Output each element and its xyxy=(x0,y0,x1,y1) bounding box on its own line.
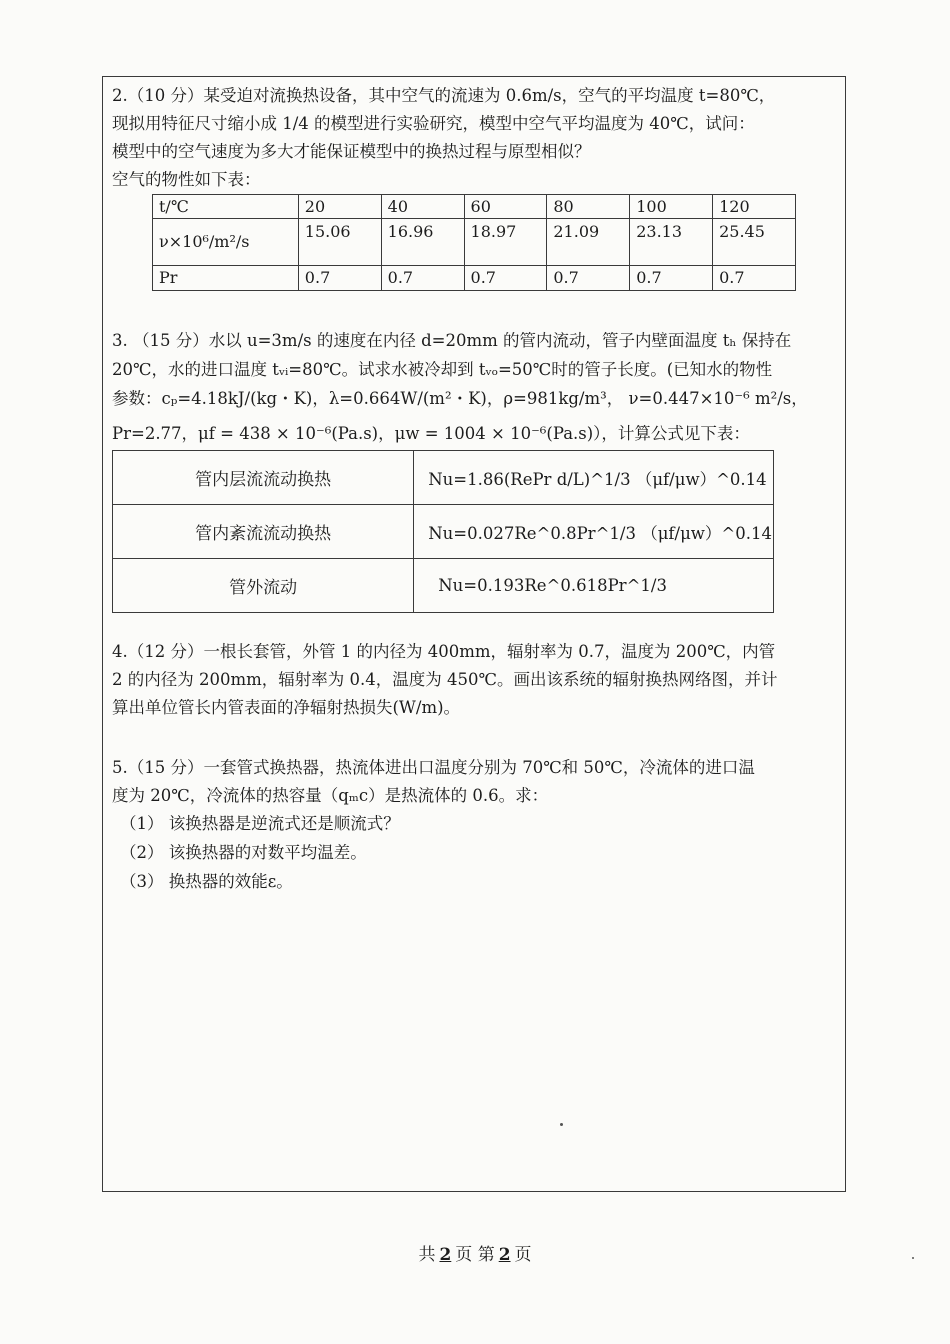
table-cell: 0.7 xyxy=(298,266,381,291)
table-cell: ν×10⁶/m²/s xyxy=(153,219,299,266)
q3-line: 参数：cₚ=4.18kJ/(kg・K)，λ=0.664W/(m²・K)，ρ=981kg/m³， ν=0.447×10⁻⁶ m²/s， xyxy=(112,389,808,408)
table-cell: t/℃ xyxy=(153,195,299,219)
q2-line: 现拟用特征尺寸缩小成 1/4 的模型进行实验研究，模型中空气平均温度为 40℃，试问： xyxy=(112,114,755,133)
q4-line: 算出单位管长内管表面的净辐射热损失(W/m)。 xyxy=(112,698,461,717)
question-3 xyxy=(112,326,840,448)
table-row xyxy=(113,451,774,505)
question-4 xyxy=(112,638,840,722)
formula-name: 管内紊流流动换热 xyxy=(113,505,414,559)
question-2 xyxy=(112,82,840,194)
footer-suffix: 页 xyxy=(514,1245,532,1265)
q3-line: 20℃，水的进口温度 tᵥᵢ=80℃。试求水被冷却到 tᵥₒ=50℃时的管子长度。(已知水的物性 xyxy=(112,360,773,379)
q3-line: Pr=2.77，μf = 438 × 10⁻⁶(Pa.s)，μw = 1004 × 10⁻⁶(Pa.s)），计算公式见下表： xyxy=(112,424,750,443)
formula-table xyxy=(112,450,774,613)
table-cell: 0.7 xyxy=(381,266,464,291)
table-row xyxy=(153,266,796,291)
formula-name: 管外流动 xyxy=(113,559,414,613)
table-cell: 100 xyxy=(630,195,713,219)
table-cell: 25.45 xyxy=(713,219,796,266)
q4-line: 4.（12 分）一根长套管，外管 1 的内径为 400mm，辐射率为 0.7，温度为 200℃，内管 xyxy=(112,642,776,661)
page-footer xyxy=(0,1240,950,1265)
question-5 xyxy=(112,754,840,810)
footer-page-number: 2 xyxy=(498,1245,511,1265)
footer-total-pages: 2 xyxy=(439,1245,452,1265)
table-cell: 0.7 xyxy=(547,266,630,291)
table-cell: 80 xyxy=(547,195,630,219)
table-cell: 0.7 xyxy=(464,266,547,291)
formula-equation: Nu=0.027Re^0.8Pr^1/3 （μf/μw）^0.14 xyxy=(414,505,774,559)
q5-sub-questions xyxy=(120,809,400,896)
table-cell: 15.06 xyxy=(298,219,381,266)
scan-speck xyxy=(560,1123,563,1126)
table-cell: 0.7 xyxy=(713,266,796,291)
table-cell: 18.97 xyxy=(464,219,547,266)
table-cell: 60 xyxy=(464,195,547,219)
formula-equation: Nu=0.193Re^0.618Pr^1/3 xyxy=(414,559,774,613)
table-row xyxy=(113,559,774,613)
q5-line: 度为 20℃，冷流体的热容量（qₘc）是热流体的 0.6。求： xyxy=(112,786,549,805)
table-cell: 21.09 xyxy=(547,219,630,266)
footer-prefix: 共 xyxy=(418,1245,436,1265)
table-cell: 16.96 xyxy=(381,219,464,266)
q3-line: 3. （15 分）水以 u=3m/s 的速度在内径 d=20mm 的管内流动，管子内壁面温度 tₕ 保持在 xyxy=(112,331,792,350)
table-cell: Pr xyxy=(153,266,299,291)
list-item: （2） 该换热器的对数平均温差。 xyxy=(120,843,367,862)
footer-mid: 页 第 xyxy=(455,1245,495,1265)
table-cell: 20 xyxy=(298,195,381,219)
list-item: （1） 该换热器是逆流式还是顺流式？ xyxy=(120,814,400,833)
q2-line: 模型中的空气速度为多大才能保证模型中的换热过程与原型相似？ xyxy=(112,142,591,161)
q4-line: 2 的内径为 200mm，辐射率为 0.4，温度为 450℃。画出该系统的辐射换热网络图，并计 xyxy=(112,670,778,689)
table-cell: 40 xyxy=(381,195,464,219)
list-item: （3） 换热器的效能ε。 xyxy=(120,872,293,891)
table-row xyxy=(153,219,796,266)
formula-equation: Nu=1.86(RePr d/L)^1/3 （μf/μw）^0.14 xyxy=(414,451,774,505)
q2-line: 空气的物性如下表： xyxy=(112,170,261,189)
q2-line: 2.（10 分）某受迫对流换热设备，其中空气的流速为 0.6m/s，空气的平均温度 t=80℃， xyxy=(112,86,776,105)
q5-line: 5.（15 分）一套管式换热器，热流体进出口温度分别为 70℃和 50℃，冷流体的进口温 xyxy=(112,758,755,777)
table-cell: 0.7 xyxy=(630,266,713,291)
air-properties-table xyxy=(152,194,796,291)
table-cell: 23.13 xyxy=(630,219,713,266)
table-cell: 120 xyxy=(713,195,796,219)
table-row xyxy=(113,505,774,559)
table-row xyxy=(153,195,796,219)
formula-name: 管内层流流动换热 xyxy=(113,451,414,505)
